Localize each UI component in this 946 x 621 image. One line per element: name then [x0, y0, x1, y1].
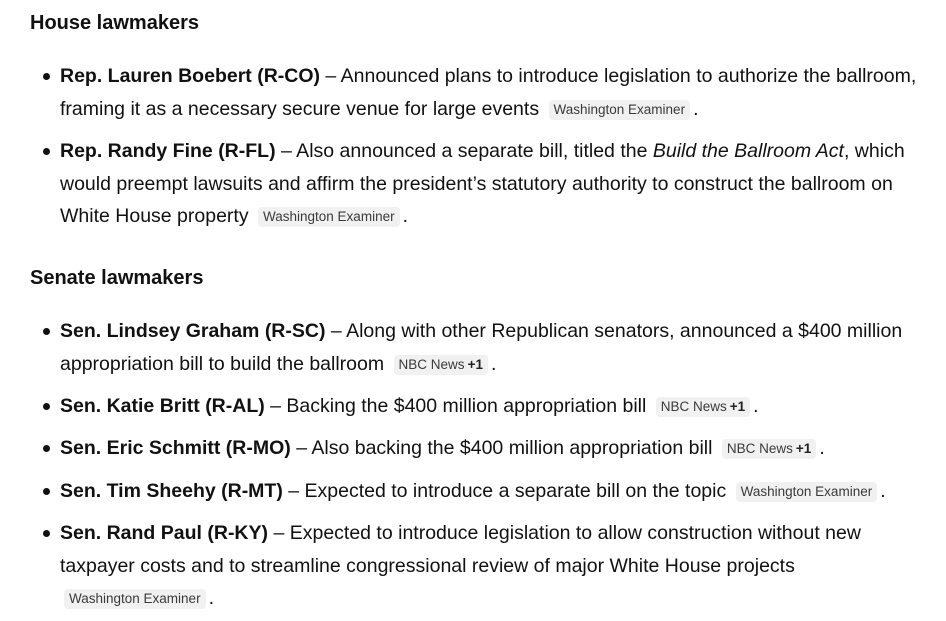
- lawmaker-name: Rep. Lauren Boebert (R-CO): [60, 65, 321, 87]
- item-text: – Also announced a separate bill, titled the: [275, 140, 653, 162]
- source-label: NBC News: [398, 356, 465, 372]
- lawmaker-name: Sen. Tim Sheehy (R-MT): [60, 480, 283, 502]
- source-chip[interactable]: [549, 100, 691, 120]
- lawmaker-name: Sen. Lindsey Graham (R-SC): [60, 320, 326, 342]
- source-chip[interactable]: [736, 482, 878, 502]
- lawmaker-name: Sen. Katie Britt (R-AL): [60, 395, 265, 417]
- section-heading-senate: Senate lawmakers: [30, 267, 204, 289]
- source-more-count: +1: [729, 399, 746, 414]
- list-item: [60, 315, 940, 380]
- punctuation: .: [208, 587, 214, 609]
- bullet-icon: [43, 445, 50, 452]
- item-text: – Expected to introduce a separate bill on the topic: [282, 480, 727, 502]
- source-chip[interactable]: [722, 439, 816, 459]
- item-text: – Also backing the $400 million appropriation bill: [290, 437, 713, 459]
- punctuation: .: [402, 205, 408, 227]
- item-text: – Along with other Republican senators, announced a $400 million appropriation bill to build the ballroom: [60, 320, 903, 375]
- punctuation: .: [819, 437, 825, 459]
- punctuation: .: [753, 395, 759, 417]
- punctuation: .: [880, 480, 886, 502]
- item-text: – Backing the $400 million appropriation bill: [264, 395, 647, 417]
- list-item: [60, 135, 940, 233]
- bullet-icon: [43, 530, 50, 537]
- source-chip[interactable]: [656, 397, 750, 417]
- source-label: Washington Examiner: [553, 101, 686, 117]
- item-text: – Expected to introduce legislation to allow construction without new taxpayer costs and to streamline congressional review of major White House projects: [60, 522, 861, 577]
- source-chip[interactable]: [258, 207, 400, 227]
- list-item: [60, 475, 940, 508]
- source-label: Washington Examiner: [69, 591, 201, 606]
- bullet-icon: [43, 403, 50, 410]
- list-item: [60, 390, 940, 423]
- bullet-icon: [43, 328, 50, 335]
- bullet-icon: [43, 488, 50, 495]
- punctuation: .: [490, 352, 497, 375]
- punctuation: .: [693, 97, 699, 120]
- bullet-icon: [43, 148, 50, 155]
- source-label: NBC News: [660, 399, 727, 414]
- bullet-icon: [43, 73, 50, 80]
- item-text: , which would preempt lawsuits and affirm the president’s statutory authority to construct the ballroom on White House property: [60, 140, 905, 227]
- source-more-count: +1: [795, 441, 812, 456]
- source-label: NBC News: [726, 441, 793, 456]
- source-label: Washington Examiner: [740, 484, 873, 499]
- list-item: [60, 432, 940, 465]
- section-heading-house: House lawmakers: [30, 12, 199, 34]
- source-label: Washington Examiner: [263, 209, 395, 224]
- item-text: – Announced plans to introduce legislation to authorize the ballroom, framing it as a necessary secure venue for large events: [60, 65, 917, 120]
- source-more-count: +1: [467, 356, 483, 372]
- lawmaker-name: Sen. Rand Paul (R-KY): [60, 522, 269, 544]
- list-item: [60, 60, 940, 125]
- source-chip[interactable]: [394, 355, 488, 375]
- lawmaker-name: Sen. Eric Schmitt (R-MO): [60, 437, 291, 459]
- bill-title: Build the Ballroom Act: [652, 140, 844, 162]
- list-item: [60, 517, 940, 615]
- lawmaker-name: Rep. Randy Fine (R-FL): [60, 140, 276, 162]
- source-chip[interactable]: [64, 589, 206, 609]
